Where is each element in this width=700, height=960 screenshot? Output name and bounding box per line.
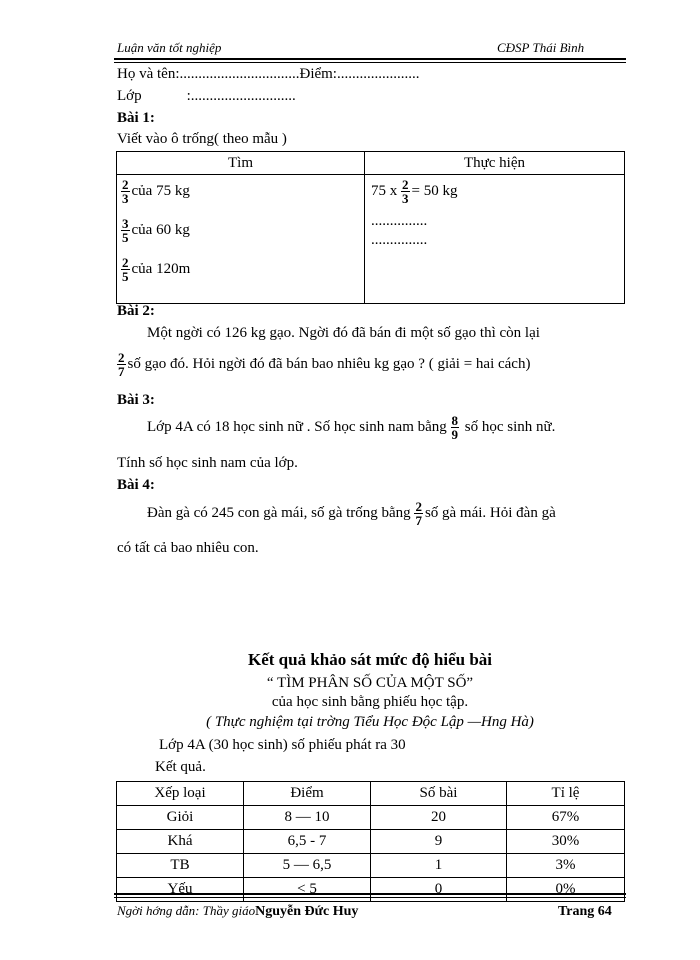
table-row: Giỏi 8 — 10 20 67% [117,806,625,830]
header-divider-thin [114,62,626,63]
bai1-dots-1: ............... [371,213,428,229]
header-divider [114,58,626,60]
bai1-tim-cell [117,175,365,304]
table-row: Yếu < 5 0 0% [117,878,625,902]
bai2-line2: $\frac{2}{7}$ số gạo đó. Hỏi ngời đó đã bán bao nhiêu kg gạo ? ( giải = hai cách) [118,350,531,379]
survey-line3: của học sinh bằng phiếu học tập. [271,694,469,710]
footer-left [117,903,358,920]
col-diem: Điểm [244,782,371,806]
survey-title: Kết quả khảo sát mức độ hiểu bài [248,650,492,669]
bai1-row-2: $\frac{3}{5}$ của 60 kg [122,216,190,245]
bai4-line1: Đàn gà có 245 con gà mái, số gà trống bằng $\frac{2}{7}$ số gà mái. Hỏi đàn gà [147,499,556,528]
bai2-title: Bài 2: [117,303,155,319]
survey-line4: ( Thực nghiệm tại trờng Tiểu Học Độc Lập —Hng Hà) [206,714,534,730]
fraction: $\frac{2}{7}$ [118,350,125,379]
bai1-row-3: $\frac{2}{5}$ của 120m [122,255,191,284]
bai1-title: Bài 1: [117,110,155,126]
bai3-line2: Tính số học sinh nam của lớp. [117,455,298,471]
table-header-row [117,782,625,806]
table-row: Khá 6,5 - 7 9 30% [117,830,625,854]
footer-divider-thin [114,897,626,898]
fraction: $\frac{8}{9}$ [451,413,459,442]
fraction: $\frac{2}{7}$ [415,499,422,528]
bai1-table [116,151,625,304]
page-number: Trang 64 [558,904,612,919]
name-label: Họ và tên: [117,66,180,82]
col-sobai: Số bài [371,782,507,806]
bai2-line1: Một ngời có 126 kg gạo. Ngời đó đã bán đi một số gạo thì còn lại [147,325,540,341]
bai1-col-thuchien: Thực hiện [365,152,625,175]
header-right: CĐSP Thái Bình [497,40,585,55]
bai1-instruction: Viết vào ô trống( theo mẫu ) [117,131,287,147]
col-tile: Tỉ lệ [507,782,625,806]
bai4-title: Bài 4: [117,477,155,493]
name-line [117,66,419,83]
bai4-line2: có tất cả bao nhiêu con. [117,540,259,556]
class-label: Lớp [117,88,142,104]
bai3-title: Bài 3: [117,392,155,408]
bai1-thuchien-cell [365,175,625,304]
bai3-line1: Lớp 4A có 18 học sinh nữ . Số học sinh nam bằng $\frac{8}{9}$ số học sinh nữ. [147,413,556,442]
fraction: $\frac{2}{5}$ [122,255,129,284]
score-dots: ...................... [336,66,420,82]
footer-advisor-label: Ngời hớng dẫn: Thầy giáo [117,903,256,918]
survey-table [116,781,625,902]
header-left: Luận văn tốt nghiệp [117,40,222,55]
class-dots: :............................ [186,88,296,104]
score-label: Điểm: [299,66,337,82]
bai1-dots-2: ............... [371,232,428,248]
footer-advisor-name: Nguyễn Đức Huy [255,904,359,919]
fraction: $\frac{2}{3}$ [402,177,409,206]
col-xeploai: Xếp loại [117,782,244,806]
survey-line6: Kết quả. [155,759,206,775]
fraction: $\frac{2}{3}$ [122,177,129,206]
table-row: TB 5 — 6,5 1 3% [117,854,625,878]
bai1-row-1: $\frac{2}{3}$ của 75 kg [122,177,190,206]
bai1-col-tim: Tìm [117,152,365,175]
fraction: $\frac{3}{5}$ [122,216,129,245]
survey-line5: Lớp 4A (30 học sinh) số phiếu phát ra 30 [159,737,406,753]
class-line [117,88,296,105]
survey-subtitle: “ TÌM PHÂN SỐ CỦA MỘT SỐ” [266,675,474,691]
name-dots: ................................ [179,66,300,82]
footer-divider [114,893,626,895]
bai1-example: 75 x $\frac{2}{3}$ = 50 kg [371,177,458,206]
